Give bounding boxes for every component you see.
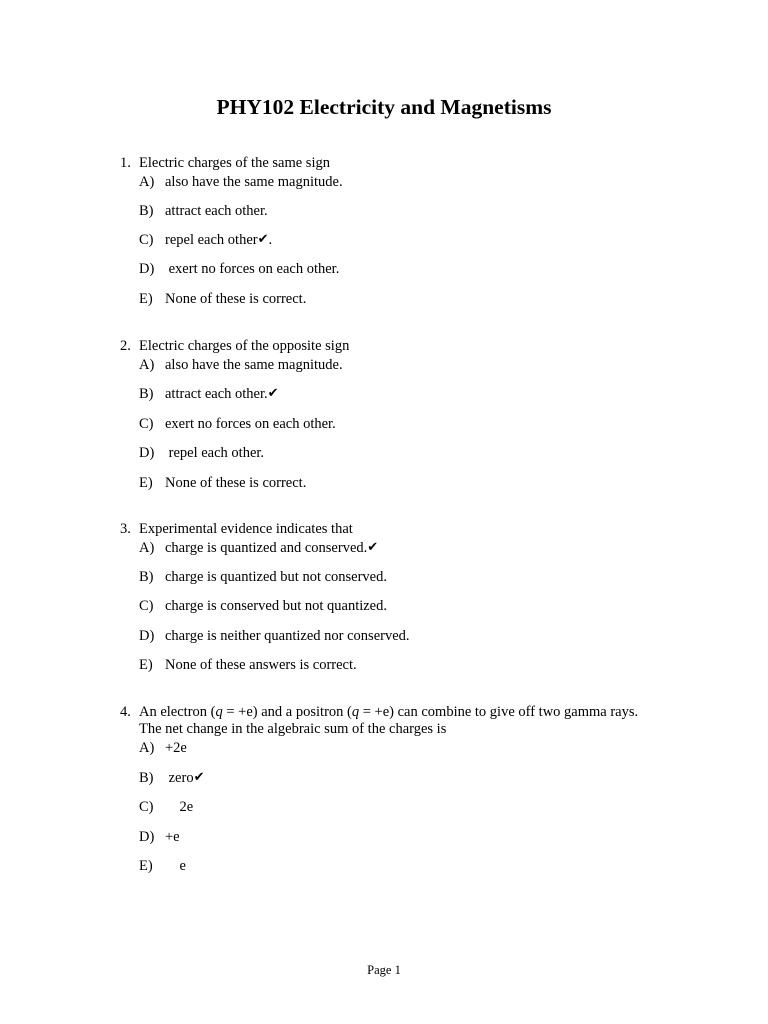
option-e <box>139 857 186 875</box>
option-b <box>139 769 204 787</box>
option-text: e <box>165 858 186 874</box>
option-b <box>139 385 279 403</box>
option-text: charge is quantized and conserved. <box>165 540 368 556</box>
question-2 <box>120 338 700 491</box>
option-letter: B) <box>139 770 154 786</box>
option-d <box>139 828 180 846</box>
question-stem: Experimental evidence indicates that <box>139 521 353 537</box>
question-header <box>120 704 720 738</box>
option-b <box>139 202 268 220</box>
option-letter: C) <box>139 598 154 614</box>
option-suffix: . <box>268 232 273 248</box>
option-letter: A) <box>139 540 155 556</box>
option-text: exert no forces on each other. <box>165 416 336 432</box>
option-a <box>139 739 187 757</box>
option-b <box>139 568 387 586</box>
option-a <box>139 356 343 374</box>
question-4 <box>120 704 720 874</box>
option-text: charge is neither quantized nor conserved. <box>165 628 410 644</box>
option-text: repel each other <box>165 232 258 248</box>
option-text: +e <box>165 829 180 845</box>
option-letter: D) <box>139 445 155 461</box>
option-d <box>139 260 339 278</box>
option-letter: B) <box>139 203 154 219</box>
stem-text: = +e) and a positron ( <box>222 704 352 720</box>
option-text: +2e <box>165 740 187 756</box>
option-letter: E) <box>139 858 153 874</box>
option-text: zero <box>165 770 194 786</box>
question-stem <box>139 704 720 738</box>
option-text: None of these is correct. <box>165 291 307 307</box>
question-number: 1. <box>120 155 131 171</box>
page-title: PHY102 Electricity and Magnetisms <box>216 95 552 119</box>
option-letter: C) <box>139 416 154 432</box>
option-text: exert no forces on each other. <box>165 261 340 277</box>
question-1 <box>120 155 700 307</box>
option-letter: D) <box>139 829 155 845</box>
option-letter: A) <box>139 357 155 373</box>
stem-text: = +e) can combine to give off two gamma rays. <box>359 704 639 720</box>
question-stem: Electric charges of the opposite sign <box>139 338 350 354</box>
question-number: 2. <box>120 338 131 354</box>
question-number: 4. <box>120 704 131 720</box>
option-letter: D) <box>139 261 155 277</box>
question-3 <box>120 521 700 673</box>
check-mark-icon: ✔ <box>367 540 379 555</box>
option-c <box>139 798 193 816</box>
option-text: charge is conserved but not quantized. <box>165 598 387 614</box>
question-number: 3. <box>120 521 131 537</box>
option-e <box>139 656 357 674</box>
option-text: 2e <box>165 799 194 815</box>
stem-text: An electron ( <box>139 704 216 720</box>
check-mark-icon: ✔ <box>257 232 269 247</box>
check-mark-icon: ✔ <box>193 770 205 785</box>
option-e <box>139 290 306 308</box>
question-header <box>120 155 700 172</box>
option-text: attract each other. <box>165 203 268 219</box>
option-letter: A) <box>139 174 155 190</box>
variable-q: q <box>351 704 360 720</box>
option-letter: B) <box>139 569 154 585</box>
option-letter: A) <box>139 740 155 756</box>
option-text: charge is quantized but not conserved. <box>165 569 387 585</box>
option-text: repel each other. <box>165 445 265 461</box>
check-mark-icon: ✔ <box>267 386 279 401</box>
question-stem: Electric charges of the same sign <box>139 155 330 171</box>
stem-line-1 <box>139 704 720 721</box>
option-letter: B) <box>139 386 154 402</box>
option-c <box>139 415 336 433</box>
option-text: attract each other. <box>165 386 268 402</box>
option-d <box>139 627 410 645</box>
page-number: Page 1 <box>367 963 401 977</box>
question-header <box>120 338 700 355</box>
option-text: None of these is correct. <box>165 475 307 491</box>
variable-q: q <box>215 704 223 720</box>
option-letter: D) <box>139 628 155 644</box>
option-text: also have the same magnitude. <box>165 357 343 373</box>
option-d <box>139 444 264 462</box>
option-letter: E) <box>139 657 153 673</box>
option-c <box>139 231 272 249</box>
stem-line-2: The net change in the algebraic sum of the charges is <box>139 721 447 737</box>
option-letter: C) <box>139 799 154 815</box>
option-text: None of these answers is correct. <box>165 657 357 673</box>
option-e <box>139 474 306 492</box>
option-letter: E) <box>139 475 153 491</box>
option-a <box>139 539 378 557</box>
option-text: also have the same magnitude. <box>165 174 343 190</box>
option-letter: E) <box>139 291 153 307</box>
option-c <box>139 597 387 615</box>
option-a <box>139 173 343 191</box>
option-letter: C) <box>139 232 154 248</box>
question-header <box>120 521 700 538</box>
